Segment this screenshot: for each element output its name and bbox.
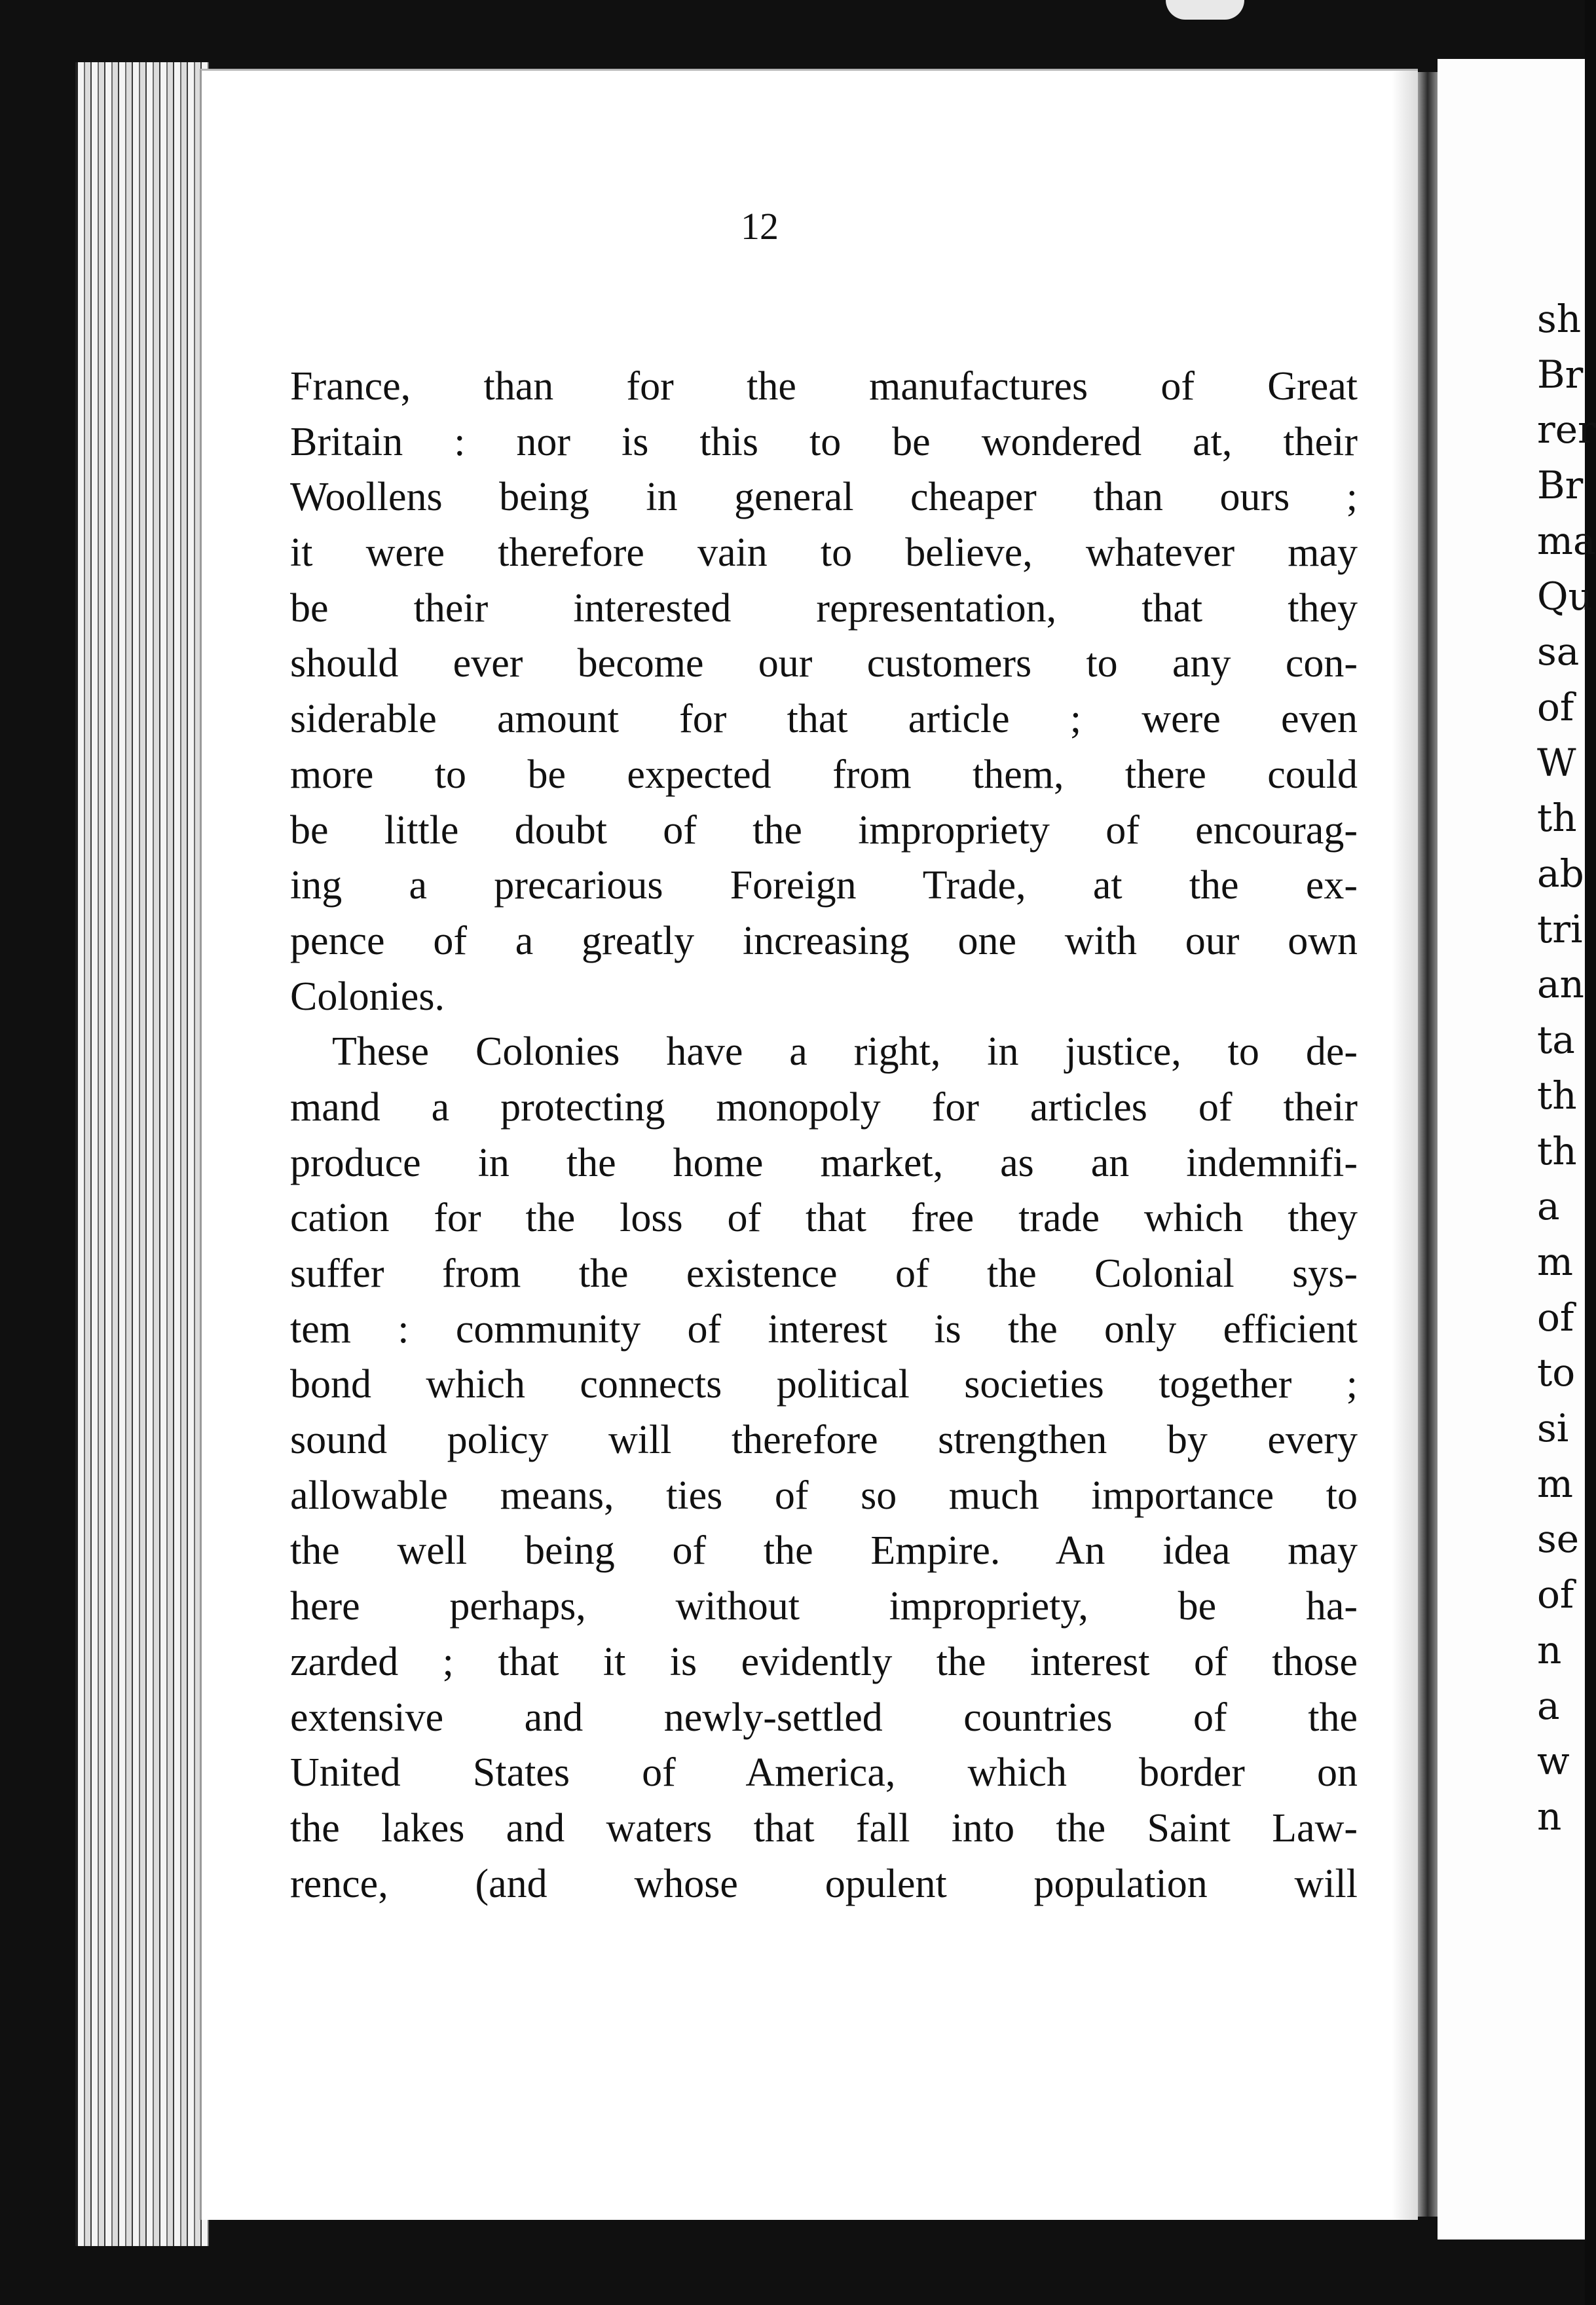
facing-page-fragment: ta <box>1537 1018 1575 1063</box>
facing-page-fragment: m <box>1537 1461 1573 1506</box>
text-line: Woollens being in general cheaper than ours ; <box>290 475 1358 520</box>
text-line: allowable means, ties of so much importance to <box>290 1473 1358 1518</box>
facing-page-fragment: n <box>1537 1794 1562 1839</box>
text-line: pence of a greatly increasing one with our own <box>290 918 1358 963</box>
facing-page-fragment: ma <box>1537 518 1596 563</box>
text-line: ing a precarious Foreign Trade, at the ex- <box>290 863 1358 908</box>
scan-debris <box>1166 0 1244 20</box>
text-line: suffer from the existence of the Colonial sys- <box>290 1251 1358 1296</box>
facing-page-fragment: tri <box>1537 906 1583 951</box>
text-line: cation for the loss of that free trade which they <box>290 1196 1358 1241</box>
facing-page-fragment: se <box>1537 1517 1580 1562</box>
page-edge-stack <box>75 62 209 2246</box>
facing-page-fragment: of <box>1537 684 1574 729</box>
text-line: it were therefore vain to believe, whatever may <box>290 530 1358 576</box>
facing-page-fragment: W <box>1537 740 1576 785</box>
facing-page-fragment: th <box>1537 796 1577 841</box>
facing-page-fragment: ab <box>1537 851 1584 896</box>
text-line: sound policy will therefore strengthen by every <box>290 1418 1358 1463</box>
text-line: should ever become our customers to any con- <box>290 641 1358 686</box>
book-gutter <box>1418 72 1438 2217</box>
facing-page-fragment: Br <box>1537 463 1584 508</box>
text-line: mand a protecting monopoly for articles of their <box>290 1084 1358 1130</box>
facing-page-fragment: to <box>1537 1350 1576 1395</box>
text-line: United States of America, which border on <box>290 1750 1358 1796</box>
text-line: extensive and newly-settled countries of the <box>290 1695 1358 1740</box>
text-line: the lakes and waters that fall into the Saint Law- <box>290 1805 1358 1851</box>
facing-page-fragment: si <box>1537 1406 1569 1450</box>
text-line: siderable amount for that article ; were even <box>290 697 1358 742</box>
facing-page-fragment: n <box>1537 1627 1562 1672</box>
text-line: These Colonies have a right, in justice, to de- <box>332 1029 1358 1075</box>
facing-page-fragment: an <box>1537 962 1584 1007</box>
facing-page-fragment: m <box>1537 1239 1573 1284</box>
facing-page-fragment: th <box>1537 1073 1577 1118</box>
facing-page-fragment: of <box>1537 1295 1574 1340</box>
text-line: Colonies. <box>290 974 445 1019</box>
facing-page-fragment: rer <box>1537 407 1596 452</box>
facing-page-fragment: a <box>1537 1683 1560 1728</box>
page-number: 12 <box>741 205 779 248</box>
text-line: bond which connects political societies together ; <box>290 1362 1358 1407</box>
body-text <box>290 359 1358 1911</box>
facing-page-fragment: of <box>1537 1572 1574 1617</box>
text-line: France, than for the manufactures of Great <box>290 364 1358 409</box>
facing-page-fragment: th <box>1537 1128 1577 1173</box>
facing-page-fragment: Qu <box>1537 574 1593 619</box>
facing-page-fragment: a <box>1537 1184 1560 1229</box>
text-line: the well being of the Empire. An idea may <box>290 1528 1358 1574</box>
facing-page-fragment: Br <box>1537 352 1584 397</box>
text-line: rence, (and whose opulent population will <box>290 1861 1358 1906</box>
text-line: be little doubt of the impropriety of encourag- <box>290 807 1358 853</box>
text-line: produce in the home market, as an indemnifi- <box>290 1140 1358 1185</box>
facing-page-fragment: w <box>1537 1739 1570 1784</box>
text-line: Britain : nor is this to be wondered at, their <box>290 419 1358 464</box>
text-line: here perhaps, without impropriety, be ha- <box>290 1584 1358 1629</box>
text-line: be their interested representation, that they <box>290 585 1358 631</box>
facing-page <box>1438 59 1596 2240</box>
facing-page-fragment: sa <box>1537 629 1580 674</box>
text-line: tem : community of interest is the only efficient <box>290 1306 1358 1352</box>
facing-page-fragment: sh <box>1537 297 1582 341</box>
text-line: zarded ; that it is evidently the interest of those <box>290 1639 1358 1684</box>
text-line: more to be expected from them, there could <box>290 752 1358 797</box>
